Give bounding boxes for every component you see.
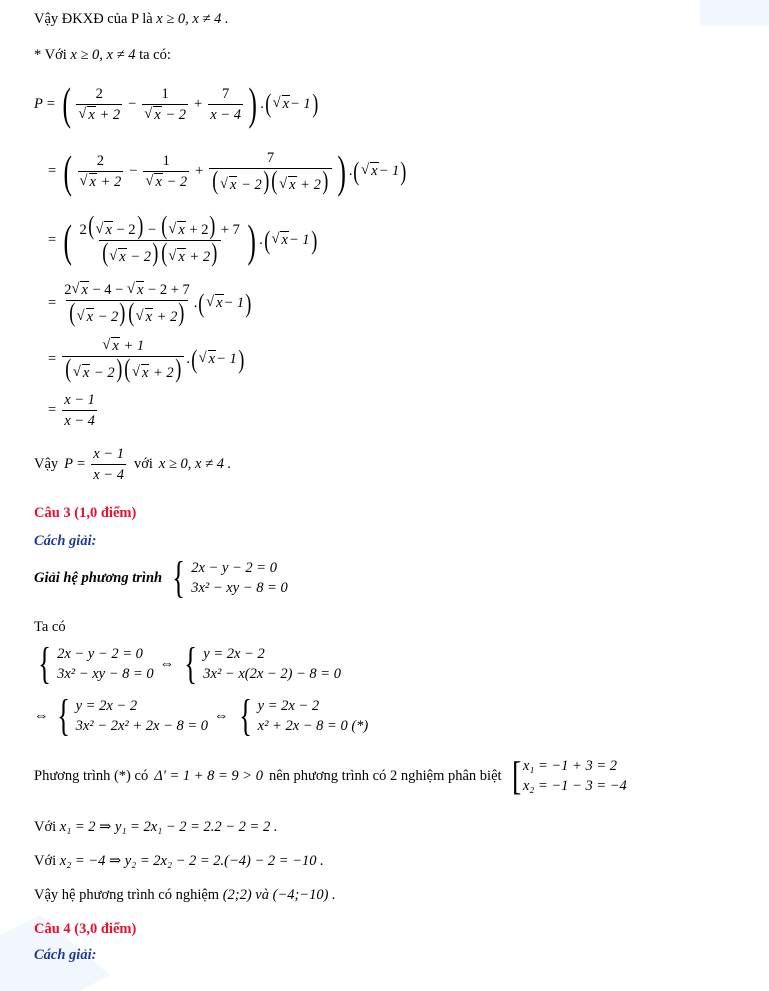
conclusion-mid: với <box>133 456 153 472</box>
conclusion-cond: x ≥ 0, x ≠ 4 . <box>158 456 232 472</box>
eq-star-disc: Δ' = 1 + 8 = 9 > 0 <box>154 767 263 784</box>
q4-title: Câu 4 (3,0 điểm) <box>34 921 137 937</box>
eq-star-pre: Phương trình (*) có <box>34 767 149 784</box>
case-2: x₂ = −4 ⇒ y₂ = 2x₂ − 2 = 2.(−4) − 2 = −10 . <box>59 853 324 869</box>
dkxd-line <box>34 10 229 28</box>
with-condition: x ≥ 0, x ≠ 4 <box>70 47 136 63</box>
solve-system-text: Giải hệ phương trình <box>34 569 163 586</box>
case-1: x₁ = 2 ⇒ y₁ = 2x₁ − 2 = 2.2 − 2 = 2 . <box>59 819 278 835</box>
dkxd-text: Vậy ĐKXĐ của P là <box>34 11 153 27</box>
case-1-line: Với x₁ = 2 ⇒ y₁ = 2x₁ − 2 = 2.2 − 2 = 2 . <box>34 819 278 835</box>
system-step-1: { 2x − y − 2 = 0 3x² − xy − 8 = 0 ⇔ { y = 2x − 2 3x² − x(2x − 2) − 8 = 0 <box>38 639 341 688</box>
with-intro: * Với <box>34 47 67 63</box>
final-solution: (2;2) và (−4;−10) . <box>222 887 336 903</box>
conclusion-pre: Vậy <box>34 456 59 472</box>
step-6: = $\frac{x - 1}{x - 4}$ <box>48 392 95 429</box>
with-condition-line <box>34 46 171 64</box>
dkxd-condition: x ≥ 0, x ≠ 4 . <box>156 11 229 27</box>
case-2-line: Với x₂ = −4 ⇒ y₂ = 2x₂ − 2 = 2.(−4) − 2 = −10 . <box>34 853 324 869</box>
we-have: Ta có <box>34 619 66 635</box>
final-line <box>34 886 336 904</box>
step-2: = ( 2 √ x + 2 − 1 √ x − 2 + $\frac{7}{(√ x - 2) (√ x + 2)}$ ) . ( √ x − 1 ) <box>44 150 408 193</box>
solution-label: Cách giải: <box>34 533 97 549</box>
step-1: P = ( 2 √ x + 2 − 1 √ x − 2 + $\frac{7}{x - 4}$ ) . ( √ x − 1 ) <box>34 84 319 124</box>
conclusion-line: Vậy P = $\frac{x - 1}{x - 4}$ với x ≥ 0, x ≠ 4 . <box>34 446 232 483</box>
with-tail: ta có: <box>139 47 171 63</box>
solution-label-2: Cách giải: <box>34 947 97 963</box>
step-4: = $\frac{2√ x - 4 - √ x - 2 + 7}{(√ x - 2) (√ x + 2)}$ . ( √ x − 1 ) <box>44 282 253 325</box>
q3-title: Câu 3 (1,0 điểm) <box>34 505 137 521</box>
eq-star-post: nên phương trình có 2 nghiệm phân biệt <box>268 767 502 784</box>
solve-system-line: Giải hệ phương trình { 2x − y − 2 = 0 3x² − xy − 8 = 0 <box>34 553 288 602</box>
p-symbol: P <box>34 95 43 112</box>
step-3: = ( $\frac{2(√ x - 2) - (√ x + 2) + 7}{(√ x - 2) (√ x + 2)}$ ) . ( √ x − 1 ) <box>44 216 318 265</box>
step-5: = √ $\frac{x + 1}{(√ x - 2) (√ x + 2)}$ . ( √ x − 1 ) <box>44 338 245 381</box>
discriminant-line: Phương trình (*) có Δ' = 1 + 8 = 9 > 0 nên phương trình có 2 nghiệm phân biệt [ x₁ = −1 + 3 = 2 x₂ = −1 − 3 = −4 <box>34 753 627 798</box>
watermark-top-right <box>690 0 769 30</box>
system-step-2: ⇔ { y = 2x − 2 3x² − 2x² + 2x − 8 = 0 ⇔ { y = 2x − 2 x² + 2x − 8 = 0 (*) <box>34 691 369 740</box>
final-pre: Vậy hệ phương trình có nghiệm <box>34 887 220 903</box>
